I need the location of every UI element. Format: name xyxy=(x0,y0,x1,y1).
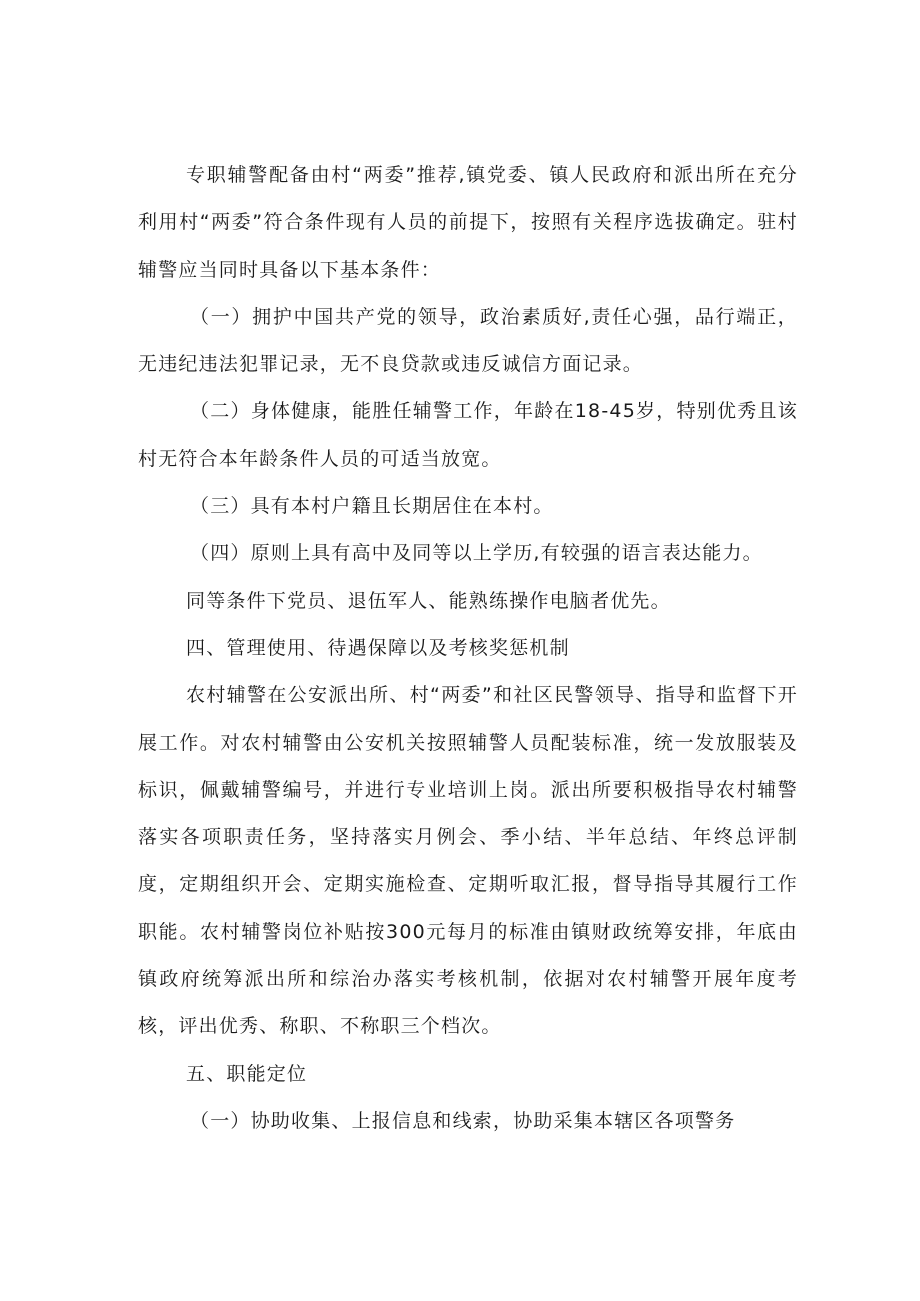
paragraph-selection-rules: 专职辅警配备由村“两委”推荐,镇党委、镇人民政府和派出所在充分利用村“两委”符合条件现有人员的前提下，按照有关程序选拔确定。驻村辅警应当同时具备以下基本条件： xyxy=(138,164,798,281)
paragraph-condition-1: （一）拥护中国共产党的领导，政治素质好,责任心强，品行端正，无违纪违法犯罪记录，无不良贷款或违反诚信方面记录。 xyxy=(138,305,798,376)
paragraph-condition-4: （四）原则上具有高中及同等以上学历,有较强的语言表达能力。 xyxy=(190,542,763,565)
paragraph-management: 农村辅警在公安派出所、村“两委”和社区民警领导、指导和监督下开展工作。对农村辅警由公安机关按照辅警人员配装标准，统一发放服装及标识，佩戴辅警编号，并进行专业培训上岗。派出所要积极指导农村辅警落实各项职责任务，坚持落实月例会、季小结、半年总结、年终总评制度，定期组织开会、定期实施检查、定期听取汇报，督导指导其履行工作职能。农村辅警岗位补贴按300元每月的标准由镇财政统筹安排，年底由镇政府统筹派出所和综治办落实考核机制，依据对农村辅警开展年度考核，评出优秀、称职、不称职三个档次。 xyxy=(138,684,798,1038)
paragraph-condition-3: （三）具有本村户籍且长期居住在本村。 xyxy=(190,495,554,518)
paragraph-priority: 同等条件下党员、退伍军人、能熟练操作电脑者优先。 xyxy=(186,589,671,612)
paragraph-function-1: （一）协助收集、上报信息和线索，协助采集本辖区各项警务 xyxy=(190,1109,736,1132)
document-body xyxy=(138,152,798,1145)
paragraph-condition-2: （二）身体健康，能胜任辅警工作，年龄在18-45岁，特别优秀且该村无符合本年龄条件人员的可适当放宽。 xyxy=(138,400,798,470)
section-heading-4: 四、管理使用、待遇保障以及考核奖惩机制 xyxy=(186,636,570,659)
section-heading-5: 五、职能定位 xyxy=(186,1062,308,1085)
